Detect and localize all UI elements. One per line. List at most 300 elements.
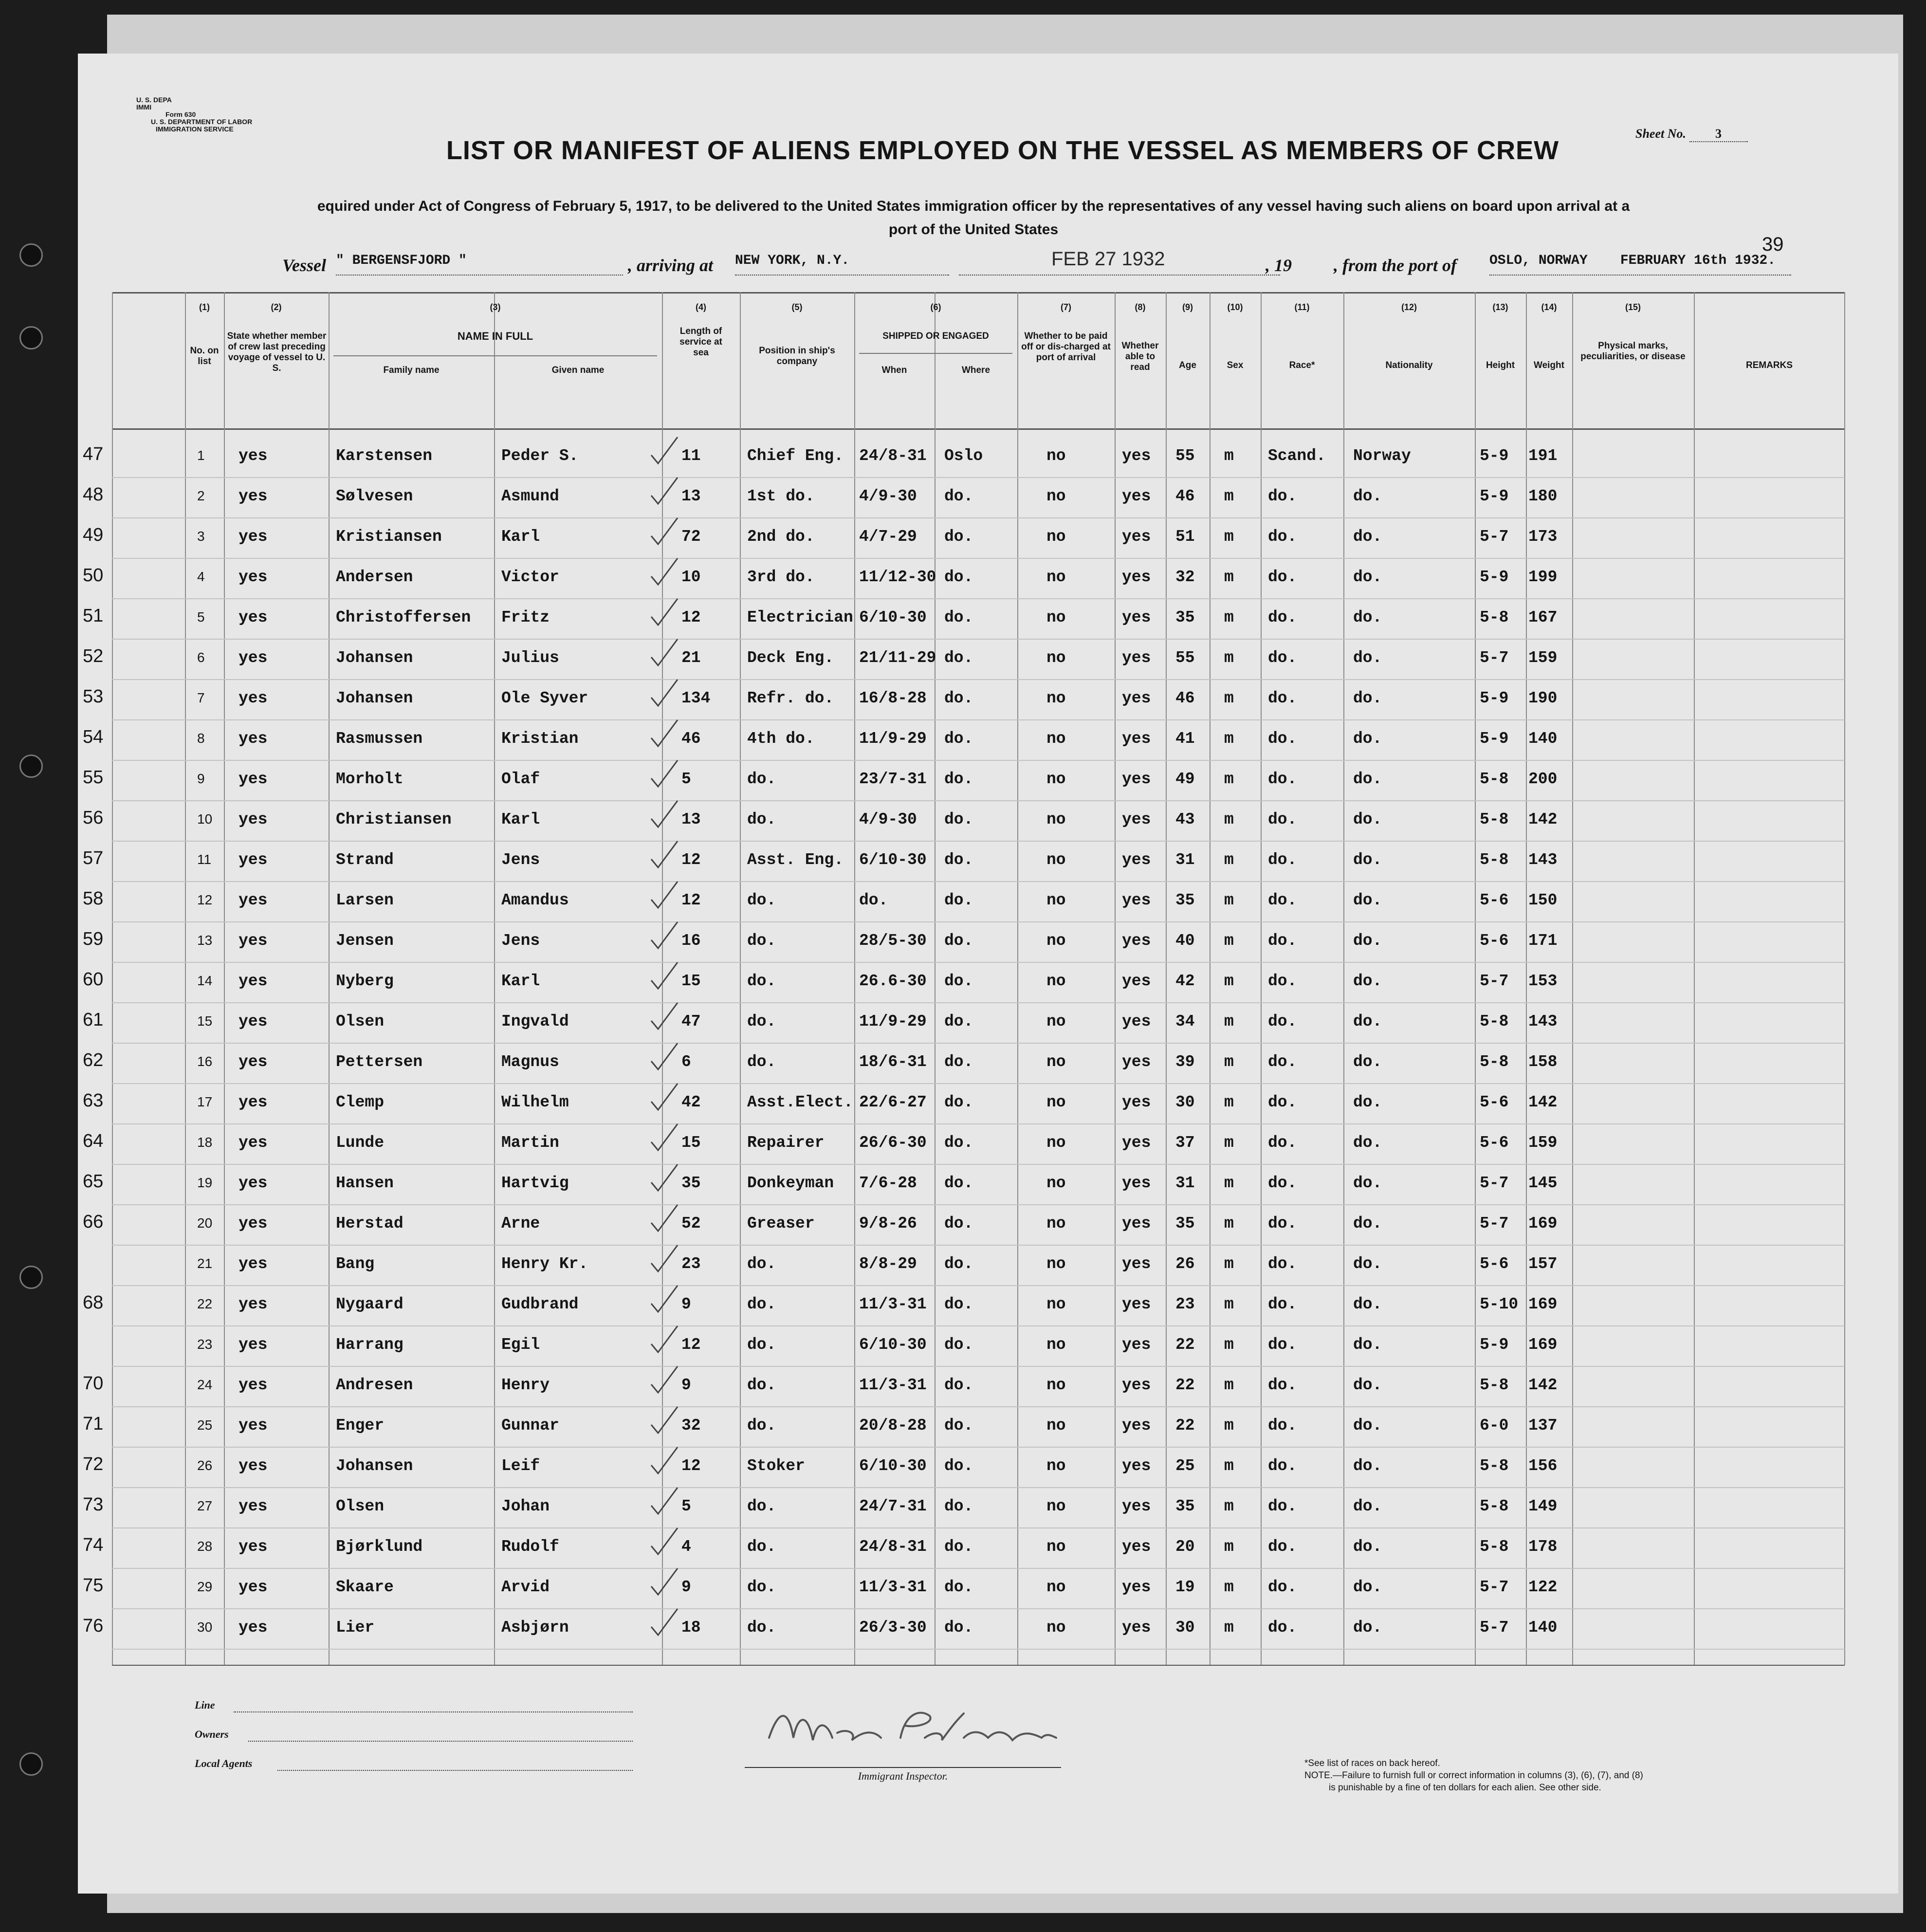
checkmark-icon xyxy=(647,1160,681,1195)
cell-position: Deck Eng. xyxy=(747,649,834,667)
cell-where: Oslo xyxy=(944,447,983,465)
cell-family: Johansen xyxy=(336,649,413,667)
cell-line: 53 xyxy=(83,686,104,707)
table-row xyxy=(83,478,1845,519)
cell-service: 12 xyxy=(681,608,701,626)
cell-race: do. xyxy=(1268,568,1297,586)
cell-where: do. xyxy=(944,568,973,586)
cell-paid: no xyxy=(1046,1376,1066,1394)
cell-prev: yes xyxy=(238,1255,268,1273)
cell-race: do. xyxy=(1268,972,1297,990)
cell-line: 64 xyxy=(83,1131,104,1151)
cell-no: 3 xyxy=(197,529,205,544)
cell-weight: 137 xyxy=(1528,1417,1558,1435)
cell-given: Julius xyxy=(501,649,559,667)
cell-height: 5-8 xyxy=(1480,1538,1509,1556)
cell-paid: no xyxy=(1046,1012,1066,1030)
cell-family: Morholt xyxy=(336,770,404,788)
cell-line: 61 xyxy=(83,1010,104,1030)
page-title: LIST OR MANIFEST OF ALIENS EMPLOYED ON THE VESSEL AS MEMBERS OF CREW xyxy=(446,136,1559,165)
cell-race: do. xyxy=(1268,608,1297,626)
col-service: Length of service at sea xyxy=(679,326,722,358)
cell-family: Lunde xyxy=(336,1134,385,1152)
cell-prev: yes xyxy=(238,649,268,667)
cell-prev: yes xyxy=(238,932,268,950)
cell-line: 57 xyxy=(83,848,104,868)
cell-no: 8 xyxy=(197,731,205,746)
col-read: Whether able to read xyxy=(1121,341,1159,372)
cell-age: 22 xyxy=(1175,1376,1195,1394)
cell-position: do. xyxy=(747,810,776,828)
cell-when: 11/3-31 xyxy=(859,1578,927,1596)
cell-prev: yes xyxy=(238,972,268,990)
cell-weight: 153 xyxy=(1528,972,1558,990)
cell-given: Asbjørn xyxy=(501,1619,569,1637)
cell-no: 25 xyxy=(197,1417,213,1433)
cell-race: do. xyxy=(1268,1134,1297,1152)
cell-where: do. xyxy=(944,1497,973,1515)
cell-when: 23/7-31 xyxy=(859,770,927,788)
cell-no: 16 xyxy=(197,1054,213,1069)
cell-read: yes xyxy=(1122,649,1151,667)
checkmark-icon xyxy=(647,797,681,831)
cell-family: Herstad xyxy=(336,1214,404,1233)
cell-when: 4/9-30 xyxy=(859,487,917,505)
checkmark-icon xyxy=(647,1201,681,1235)
cell-position: Chief Eng. xyxy=(747,447,844,465)
cell-no: 26 xyxy=(197,1458,213,1473)
table-row xyxy=(83,842,1845,883)
checkmark-icon xyxy=(647,1403,681,1437)
cell-nat: do. xyxy=(1353,1457,1382,1475)
cell-family: Bjørklund xyxy=(336,1538,423,1556)
cell-nat: do. xyxy=(1353,608,1382,626)
table-row xyxy=(83,1125,1845,1165)
cell-line: 54 xyxy=(83,727,104,747)
cell-race: do. xyxy=(1268,649,1297,667)
cell-line: 76 xyxy=(83,1616,104,1636)
cell-where: do. xyxy=(944,689,973,707)
col-paid-off: Whether to be paid off or dis-charged at port of arrival xyxy=(1021,331,1111,363)
cell-position: 3rd do. xyxy=(747,568,815,586)
cell-weight: 169 xyxy=(1528,1295,1558,1313)
cell-service: 10 xyxy=(681,568,701,586)
cell-read: yes xyxy=(1122,1538,1151,1556)
cell-nat: do. xyxy=(1353,810,1382,828)
table-row xyxy=(112,1246,1845,1287)
table-row xyxy=(83,1610,1845,1650)
cell-paid: no xyxy=(1046,891,1066,909)
vessel-name: " BERGENSFJORD " xyxy=(336,253,623,276)
cell-family: Clemp xyxy=(336,1093,385,1111)
cell-line: 66 xyxy=(83,1212,104,1232)
cell-when: 24/8-31 xyxy=(859,1538,927,1556)
cell-race: do. xyxy=(1268,1457,1297,1475)
page-subtitle: equired under Act of Congress of February 5, 1917, to be delivered to the United States immigration officer by the representatives of any vessel having such aliens on board upon arrival at a port of the United States xyxy=(317,198,1630,238)
cell-when: 26/6-30 xyxy=(859,1134,927,1152)
cell-height: 5-6 xyxy=(1480,1134,1509,1152)
cell-where: do. xyxy=(944,972,973,990)
cell-sex: m xyxy=(1224,1336,1234,1354)
cell-no: 28 xyxy=(197,1539,213,1554)
cell-position: do. xyxy=(747,1619,776,1637)
cell-read: yes xyxy=(1122,528,1151,546)
cell-age: 51 xyxy=(1175,528,1195,546)
cell-sex: m xyxy=(1224,1417,1234,1435)
cell-weight: 143 xyxy=(1528,1012,1558,1030)
cell-nat: do. xyxy=(1353,770,1382,788)
cell-read: yes xyxy=(1122,1497,1151,1515)
cell-sex: m xyxy=(1224,447,1234,465)
cell-nat: do. xyxy=(1353,1578,1382,1596)
cell-given: Karl xyxy=(501,972,540,990)
checkmark-icon xyxy=(647,837,681,871)
cell-sex: m xyxy=(1224,770,1234,788)
cell-position: do. xyxy=(747,1417,776,1435)
checkmark-icon xyxy=(647,554,681,589)
table-row xyxy=(83,1569,1845,1610)
cell-age: 35 xyxy=(1175,608,1195,626)
cell-age: 34 xyxy=(1175,1012,1195,1030)
cell-sex: m xyxy=(1224,972,1234,990)
cell-position: do. xyxy=(747,1578,776,1596)
cell-sex: m xyxy=(1224,932,1234,950)
cell-when: 24/8-31 xyxy=(859,447,927,465)
cell-family: Lier xyxy=(336,1619,375,1637)
cell-read: yes xyxy=(1122,1295,1151,1313)
cell-no: 13 xyxy=(197,933,213,948)
cell-nat: do. xyxy=(1353,568,1382,586)
cell-given: Asmund xyxy=(501,487,559,505)
col-given-name: Given name xyxy=(551,365,605,375)
binder-hole xyxy=(19,326,43,350)
cell-weight: 190 xyxy=(1528,689,1558,707)
col-when: When xyxy=(881,365,907,375)
cell-where: do. xyxy=(944,608,973,626)
cell-family: Nyberg xyxy=(336,972,394,990)
cell-family: Olsen xyxy=(336,1012,385,1030)
cell-paid: no xyxy=(1046,1336,1066,1354)
cell-nat: do. xyxy=(1353,1417,1382,1435)
cell-line: 59 xyxy=(83,929,104,949)
cell-height: 6-0 xyxy=(1480,1417,1509,1435)
cell-nat: do. xyxy=(1353,932,1382,950)
cell-family: Olsen xyxy=(336,1497,385,1515)
cell-nat: do. xyxy=(1353,1376,1382,1394)
cell-weight: 142 xyxy=(1528,1376,1558,1394)
binder-hole xyxy=(19,1266,43,1289)
cell-line: 74 xyxy=(83,1535,104,1555)
cell-nat: do. xyxy=(1353,528,1382,546)
cell-no: 24 xyxy=(197,1377,213,1392)
cell-sex: m xyxy=(1224,1497,1234,1515)
cell-service: 72 xyxy=(681,528,701,546)
cell-when: 6/10-30 xyxy=(859,1457,927,1475)
cell-when: 26/3-30 xyxy=(859,1619,927,1637)
cell-height: 5-9 xyxy=(1480,1336,1509,1354)
checkmark-icon xyxy=(647,1484,681,1518)
checkmark-icon xyxy=(647,635,681,669)
cell-no: 11 xyxy=(197,852,212,867)
cell-height: 5-8 xyxy=(1480,770,1509,788)
cell-given: Henry xyxy=(501,1376,550,1394)
cell-read: yes xyxy=(1122,1012,1151,1030)
cell-height: 5-8 xyxy=(1480,1497,1509,1515)
binder-hole xyxy=(19,243,43,267)
cell-age: 43 xyxy=(1175,810,1195,828)
cell-race: do. xyxy=(1268,1538,1297,1556)
cell-when: 4/9-30 xyxy=(859,810,917,828)
checkmark-icon xyxy=(647,716,681,750)
cell-paid: no xyxy=(1046,1093,1066,1111)
cell-family: Jensen xyxy=(336,932,394,950)
date-stamp: FEB 27 1932 xyxy=(1051,248,1165,270)
cell-paid: no xyxy=(1046,1134,1066,1152)
cell-nat: Norway xyxy=(1353,447,1411,465)
cell-nat: do. xyxy=(1353,1174,1382,1192)
cell-sex: m xyxy=(1224,1619,1234,1637)
cell-prev: yes xyxy=(238,1093,268,1111)
cell-height: 5-7 xyxy=(1480,1214,1509,1233)
checkmark-icon xyxy=(647,676,681,710)
cell-given: Kristian xyxy=(501,730,579,748)
cell-nat: do. xyxy=(1353,730,1382,748)
cell-nat: do. xyxy=(1353,1538,1382,1556)
cell-age: 49 xyxy=(1175,770,1195,788)
cell-where: do. xyxy=(944,1214,973,1233)
cell-paid: no xyxy=(1046,770,1066,788)
cell-race: do. xyxy=(1268,810,1297,828)
cell-where: do. xyxy=(944,1457,973,1475)
cell-family: Nygaard xyxy=(336,1295,404,1313)
table-row xyxy=(83,559,1845,600)
cell-height: 5-8 xyxy=(1480,1457,1509,1475)
cell-paid: no xyxy=(1046,1457,1066,1475)
checkmark-icon xyxy=(647,474,681,508)
cell-weight: 122 xyxy=(1528,1578,1558,1596)
cell-prev: yes xyxy=(238,447,268,465)
cell-position: do. xyxy=(747,770,776,788)
cell-read: yes xyxy=(1122,891,1151,909)
cell-sex: m xyxy=(1224,851,1234,869)
cell-service: 9 xyxy=(681,1376,691,1394)
cell-read: yes xyxy=(1122,1053,1151,1071)
cell-paid: no xyxy=(1046,1295,1066,1313)
cell-family: Christiansen xyxy=(336,810,452,828)
cell-race: Scand. xyxy=(1268,447,1326,465)
checkmark-icon xyxy=(647,999,681,1033)
cell-age: 42 xyxy=(1175,972,1195,990)
cell-service: 12 xyxy=(681,891,701,909)
cell-age: 31 xyxy=(1175,1174,1195,1192)
cell-line: 55 xyxy=(83,767,104,788)
cell-age: 26 xyxy=(1175,1255,1195,1273)
cell-sex: m xyxy=(1224,891,1234,909)
cell-position: Electrician xyxy=(747,608,853,626)
checkmark-icon xyxy=(647,1564,681,1599)
cell-age: 55 xyxy=(1175,447,1195,465)
cell-service: 47 xyxy=(681,1012,701,1030)
cell-when: 7/6-28 xyxy=(859,1174,917,1192)
cell-when: 18/6-31 xyxy=(859,1053,927,1071)
cell-service: 12 xyxy=(681,1457,701,1475)
cell-where: do. xyxy=(944,1538,973,1556)
cell-paid: no xyxy=(1046,649,1066,667)
cell-family: Enger xyxy=(336,1417,385,1435)
cell-position: Stoker xyxy=(747,1457,805,1475)
cell-prev: yes xyxy=(238,1497,268,1515)
cell-read: yes xyxy=(1122,447,1151,465)
cell-read: yes xyxy=(1122,1255,1151,1273)
cell-where: do. xyxy=(944,1093,973,1111)
manifest-table: (1) No. on list (2) State whether member of crew last preceding voyage of vessel to U. S. (3) NAME IN FULL Family name Given name (4) Length of service at sea (5) Position in ship's company (6) SHIPPED OR ENGAGED When Where (7) Whether to be paid off or dis-charged at port of arrival (8) Whether able to read (9) Age (10) Sex (11) Race* (12) Nationality (13) Height (14) Weight (15) Physical marks, peculiarities, or disease REMARKS 47 1 yes Karstensen Peder S. 11 Chief Eng. 24/8-31 Oslo no yes 55 m Scand. Norway 5-9 191 48 2 yes Sølvesen Asmund 13 1st do. 4/9-30 do. no yes 46 m do. do. 5-9 180 49 3 yes Kristiansen Karl 72 2nd do. 4/7-29 do. no yes 51 m do. do. 5-7 173 50 4 yes Andersen Victor 10 3rd do. 11/12-30 do. no yes 32 m do. do. 5-9 199 51 5 yes Christoffersen Fritz 12 Electrician 6/10-30 do. no yes 35 m do. do. 5-8 167 52 6 yes Johansen Julius 21 Deck Eng. 21/11-29 do. no yes 55 m do. do. 5-7 159 53 7 yes Johansen Ole Syver 134 Refr. do. 16/8-28 do. no yes 46 m do. do. 5-9 190 54 8 yes Rasmussen Kristian 46 4th do. 11/9-29 do. no yes 41 m do. do. 5-9 140 55 9 yes Morholt Olaf 5 do. 23/7-31 do. no yes 49 m do. do. 5-8 200 56 10 yes Christiansen Karl 13 do. 4/9-30 do. no yes 43 m do. do. 5-8 142 57 11 yes Strand Jens 12 Asst. Eng. 6/10-30 do. no yes 31 m do. do. 5-8 143 58 12 yes Larsen Amandus 12 do. do. do. no yes 35 m do. do. 5-6 150 59 13 yes Jensen Jens 16 do. 28/5-30 do. no yes 40 m do. do. 5-6 171 60 14 yes Nyberg Karl 15 do. 26.6-30 do. no yes 42 m do. do. 5-7 153 61 15 yes Olsen Ingvald 47 do. 11/9-29 do. no yes 34 m do. do. 5-8 143 62 16 yes Pettersen Magnus 6 do. 18/6-31 do. no yes 39 m do. do. 5-8 158 63 17 yes Clemp Wilhelm 42 Asst.Elect. 22/6-27 do. no yes 30 m do. do. 5-6 142 64 18 yes Lunde Martin 15 Repairer 26/6-30 do. no yes 37 m do. do. 5-6 159 65 19 yes Hansen Hartvig 35 Donkeyman 7/6-28 do. no yes 31 m do. do. 5-7 145 66 20 yes Herstad Arne 52 Greaser 9/8-26 do. no yes 35 m do. do. 5-7 169 21 yes Bang Henry Kr. 23 do. 8/8-29 do. no yes 26 m do. do. 5-6 157 68 22 yes Nygaard Gudbrand 9 do. 11/3-31 do. no yes 23 m do. do. 5-10 169 23 yes Harrang Egil 12 do. 6/10-30 do. no yes 22 m do. do. 5-9 169 70 24 yes Andresen Henry 9 do. 11/3-31 do. no yes 22 m do. do. 5-8 142 71 25 yes Enger Gunnar 32 do. 20/8-28 do. no yes 22 m do. do. 6-0 137 72 26 yes Johansen Leif 12 Stoker 6/10-30 do. no yes 25 m do. do. 5-8 156 73 27 yes Olsen Johan 5 do. 24/7-31 do. no yes 35 m do. do. 5-8 149 74 28 yes Bjørklund Rudolf 4 do. 24/8-31 do. no yes 20 m do. do. 5-8 178 75 29 yes Skaare Arvid 9 do. 11/3-31 do. no yes 19 m do. do. 5-7 122 76 30 yes Lier Asbjørn 18 do. 26/3-30 do. no yes 30 m do. do. 5-7 140 xyxy=(112,292,1845,1665)
cell-age: 20 xyxy=(1175,1538,1195,1556)
checkmark-icon xyxy=(647,918,681,952)
col-age: Age xyxy=(1179,360,1196,370)
cell-service: 23 xyxy=(681,1255,701,1273)
cell-service: 15 xyxy=(681,972,701,990)
cell-line: 58 xyxy=(83,888,104,909)
cell-weight: 191 xyxy=(1528,447,1558,465)
cell-age: 23 xyxy=(1175,1295,1195,1313)
cell-given: Rudolf xyxy=(501,1538,559,1556)
cell-weight: 145 xyxy=(1528,1174,1558,1192)
cell-service: 4 xyxy=(681,1538,691,1556)
cell-where: do. xyxy=(944,487,973,505)
checkmark-icon xyxy=(647,1524,681,1558)
cell-where: do. xyxy=(944,1376,973,1394)
cell-given: Leif xyxy=(501,1457,540,1475)
checkmark-icon xyxy=(647,1443,681,1477)
cell-read: yes xyxy=(1122,1417,1151,1435)
cell-service: 6 xyxy=(681,1053,691,1071)
cell-read: yes xyxy=(1122,851,1151,869)
cell-service: 12 xyxy=(681,851,701,869)
cell-height: 5-6 xyxy=(1480,1255,1509,1273)
cell-height: 5-8 xyxy=(1480,1376,1509,1394)
cell-height: 5-7 xyxy=(1480,649,1509,667)
table-row xyxy=(83,1489,1845,1529)
cell-no: 10 xyxy=(197,811,213,827)
cell-given: Karl xyxy=(501,810,540,828)
cell-given: Gudbrand xyxy=(501,1295,579,1313)
cell-family: Andersen xyxy=(336,568,413,586)
cell-service: 13 xyxy=(681,487,701,505)
cell-prev: yes xyxy=(238,730,268,748)
cell-height: 5-9 xyxy=(1480,730,1509,748)
cell-where: do. xyxy=(944,1295,973,1313)
checkmark-icon xyxy=(647,595,681,629)
cell-read: yes xyxy=(1122,1336,1151,1354)
cell-prev: yes xyxy=(238,1134,268,1152)
cell-weight: 199 xyxy=(1528,568,1558,586)
cell-race: do. xyxy=(1268,1174,1297,1192)
cell-given: Gunnar xyxy=(501,1417,559,1435)
cell-weight: 143 xyxy=(1528,851,1558,869)
form-header: U. S. DEPA IMMI Form 630 U. S. DEPARTMENT OF LABOR IMMIGRATION SERVICE xyxy=(136,96,253,133)
cell-age: 40 xyxy=(1175,932,1195,950)
cell-no: 22 xyxy=(197,1296,213,1311)
cell-read: yes xyxy=(1122,972,1151,990)
cell-age: 35 xyxy=(1175,1497,1195,1515)
cell-age: 25 xyxy=(1175,1457,1195,1475)
checkmark-icon xyxy=(647,958,681,993)
binder-hole xyxy=(19,1752,43,1776)
cell-no: 2 xyxy=(197,488,205,503)
cell-read: yes xyxy=(1122,1376,1151,1394)
cell-no: 17 xyxy=(197,1094,213,1109)
cell-sex: m xyxy=(1224,568,1234,586)
col-physical-marks: Physical marks, peculiarities, or disease xyxy=(1580,341,1686,362)
table-row xyxy=(112,1327,1845,1367)
cell-age: 46 xyxy=(1175,487,1195,505)
cell-race: do. xyxy=(1268,1053,1297,1071)
cell-given: Arne xyxy=(501,1214,540,1233)
cell-paid: no xyxy=(1046,1578,1066,1596)
cell-no: 30 xyxy=(197,1619,213,1635)
cell-paid: no xyxy=(1046,608,1066,626)
table-row xyxy=(83,721,1845,761)
cell-height: 5-7 xyxy=(1480,1578,1509,1596)
cell-when: 11/9-29 xyxy=(859,1012,927,1030)
cell-read: yes xyxy=(1122,1457,1151,1475)
cell-service: 13 xyxy=(681,810,701,828)
cell-prev: yes xyxy=(238,1012,268,1030)
col-nationality: Nationality xyxy=(1385,360,1433,370)
cell-race: do. xyxy=(1268,1376,1297,1394)
cell-when: 24/7-31 xyxy=(859,1497,927,1515)
cell-position: do. xyxy=(747,1336,776,1354)
cell-prev: yes xyxy=(238,1619,268,1637)
cell-race: do. xyxy=(1268,1497,1297,1515)
cell-when: 11/3-31 xyxy=(859,1376,927,1394)
cell-prev: yes xyxy=(238,528,268,546)
cell-position: Greaser xyxy=(747,1214,815,1233)
cell-service: 9 xyxy=(681,1295,691,1313)
cell-age: 46 xyxy=(1175,689,1195,707)
cell-race: do. xyxy=(1268,689,1297,707)
table-row xyxy=(83,681,1845,721)
cell-height: 5-7 xyxy=(1480,528,1509,546)
table-row xyxy=(83,438,1845,478)
cell-race: do. xyxy=(1268,891,1297,909)
cell-where: do. xyxy=(944,770,973,788)
cell-when: 16/8-28 xyxy=(859,689,927,707)
cell-sex: m xyxy=(1224,1053,1234,1071)
cell-prev: yes xyxy=(238,689,268,707)
cell-prev: yes xyxy=(238,891,268,909)
cell-no: 14 xyxy=(197,973,213,988)
cell-read: yes xyxy=(1122,487,1151,505)
cell-where: do. xyxy=(944,1417,973,1435)
cell-family: Andresen xyxy=(336,1376,413,1394)
cell-paid: no xyxy=(1046,568,1066,586)
cell-sex: m xyxy=(1224,1214,1234,1233)
cell-height: 5-7 xyxy=(1480,1619,1509,1637)
col-position: Position in ship's company xyxy=(759,346,835,367)
cell-weight: 150 xyxy=(1528,891,1558,909)
table-row xyxy=(83,1085,1845,1125)
cell-read: yes xyxy=(1122,810,1151,828)
cell-height: 5-8 xyxy=(1480,1012,1509,1030)
cell-race: do. xyxy=(1268,1578,1297,1596)
cell-service: 15 xyxy=(681,1134,701,1152)
cell-read: yes xyxy=(1122,689,1151,707)
cell-nat: do. xyxy=(1353,1214,1382,1233)
table-row xyxy=(83,963,1845,1004)
table-row xyxy=(83,1287,1845,1327)
cell-race: do. xyxy=(1268,932,1297,950)
